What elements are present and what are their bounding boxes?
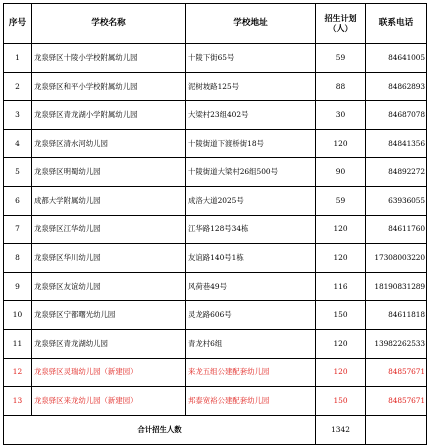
cell-phone: 84611818 — [366, 301, 427, 330]
cell-school-name: 龙泉驿区清水河幼儿园 — [32, 129, 186, 158]
cell-school-name: 龙泉驿区青龙湖幼儿园 — [32, 329, 186, 358]
cell-school-name: 龙泉驿区青龙湖小学附属幼儿园 — [32, 101, 186, 130]
cell-enrollment-plan: 116 — [316, 272, 366, 301]
cell-seq: 6 — [4, 186, 32, 215]
cell-school-address: 风荷巷49号 — [186, 272, 316, 301]
cell-phone: 84841356 — [366, 129, 427, 158]
cell-school-address: 灵龙路606号 — [186, 301, 316, 330]
cell-school-address: 大梁村23组402号 — [186, 101, 316, 130]
cell-phone: 84857671 — [366, 387, 427, 416]
cell-seq: 5 — [4, 158, 32, 187]
cell-phone: 13982262533 — [366, 329, 427, 358]
cell-phone: 84687078 — [366, 101, 427, 130]
cell-school-address: 成洛大道2025号 — [186, 186, 316, 215]
cell-phone: 17308003220 — [366, 244, 427, 273]
cell-enrollment-plan: 90 — [316, 158, 366, 187]
table-row — [4, 215, 427, 244]
cell-phone: 63936055 — [366, 186, 427, 215]
table-row — [4, 158, 427, 187]
cell-school-name: 龙泉驿区江华幼儿园 — [32, 215, 186, 244]
cell-seq: 12 — [4, 358, 32, 387]
cell-enrollment-plan: 88 — [316, 72, 366, 101]
table-row — [4, 358, 427, 387]
cell-seq: 8 — [4, 244, 32, 273]
cell-school-address: 十陵下街65号 — [186, 44, 316, 73]
cell-enrollment-plan: 59 — [316, 186, 366, 215]
cell-phone: 84611760 — [366, 215, 427, 244]
cell-school-address: 十陵街道下渡桥街18号 — [186, 129, 316, 158]
table-row — [4, 387, 427, 416]
cell-school-address: 泥树坡路125号 — [186, 72, 316, 101]
cell-enrollment-plan: 30 — [316, 101, 366, 130]
header-address: 学校地址 — [186, 4, 316, 44]
header-plan: 招生计划（人） — [316, 4, 366, 44]
cell-enrollment-plan: 120 — [316, 215, 366, 244]
cell-school-address: 邦泰宽裕公建配套幼儿园 — [186, 387, 316, 416]
cell-school-name: 龙泉驿区宁都曙光幼儿园 — [32, 301, 186, 330]
enrollment-table — [3, 3, 427, 445]
cell-school-name: 龙泉驿区友谊幼儿园 — [32, 272, 186, 301]
cell-enrollment-plan: 120 — [316, 129, 366, 158]
cell-seq: 2 — [4, 72, 32, 101]
header-name: 学校名称 — [32, 4, 186, 44]
cell-phone: 84892272 — [366, 158, 427, 187]
total-empty-cell — [366, 415, 427, 444]
total-value: 1342 — [316, 415, 366, 444]
header-row — [4, 4, 427, 44]
cell-seq: 9 — [4, 272, 32, 301]
cell-phone: 84862893 — [366, 72, 427, 101]
table-row — [4, 101, 427, 130]
cell-phone: 84857671 — [366, 358, 427, 387]
header-phone: 联系电话 — [366, 4, 427, 44]
cell-school-name: 龙泉驿区华川幼儿园 — [32, 244, 186, 273]
total-row — [4, 415, 427, 444]
table-row — [4, 329, 427, 358]
header-seq: 序号 — [4, 4, 32, 44]
cell-seq: 11 — [4, 329, 32, 358]
cell-school-name: 龙泉驿区十陵小学校附属幼儿园 — [32, 44, 186, 73]
cell-seq: 4 — [4, 129, 32, 158]
cell-seq: 3 — [4, 101, 32, 130]
cell-school-name: 成都大学附属幼儿园 — [32, 186, 186, 215]
cell-seq: 10 — [4, 301, 32, 330]
cell-seq: 1 — [4, 44, 32, 73]
cell-phone: 18190831289 — [366, 272, 427, 301]
table-row — [4, 186, 427, 215]
total-label: 合计招生人数 — [4, 415, 316, 444]
cell-school-address: 青龙村6组 — [186, 329, 316, 358]
cell-school-name: 龙泉驿区灵瑞幼儿园（新建园） — [32, 358, 186, 387]
table-row — [4, 129, 427, 158]
table-row — [4, 44, 427, 73]
table-body — [4, 44, 427, 416]
cell-school-address: 来龙五组公建配套幼儿园 — [186, 358, 316, 387]
cell-enrollment-plan: 150 — [316, 301, 366, 330]
cell-school-name: 龙泉驿区明蜀幼儿园 — [32, 158, 186, 187]
cell-school-name: 龙泉驿区和平小学校附属幼儿园 — [32, 72, 186, 101]
cell-enrollment-plan: 120 — [316, 329, 366, 358]
table-row — [4, 301, 427, 330]
cell-school-address: 友谊路140号1栋 — [186, 244, 316, 273]
table-row — [4, 272, 427, 301]
table-row — [4, 244, 427, 273]
table-row — [4, 72, 427, 101]
cell-school-address: 江华路128号34栋 — [186, 215, 316, 244]
cell-enrollment-plan: 120 — [316, 358, 366, 387]
cell-seq: 13 — [4, 387, 32, 416]
cell-school-name: 龙泉驿区来龙幼儿园（新建园） — [32, 387, 186, 416]
cell-school-address: 十陵街道大梁村26组500号 — [186, 158, 316, 187]
cell-enrollment-plan: 120 — [316, 244, 366, 273]
cell-enrollment-plan: 59 — [316, 44, 366, 73]
cell-seq: 7 — [4, 215, 32, 244]
cell-phone: 84641005 — [366, 44, 427, 73]
cell-enrollment-plan: 150 — [316, 387, 366, 416]
